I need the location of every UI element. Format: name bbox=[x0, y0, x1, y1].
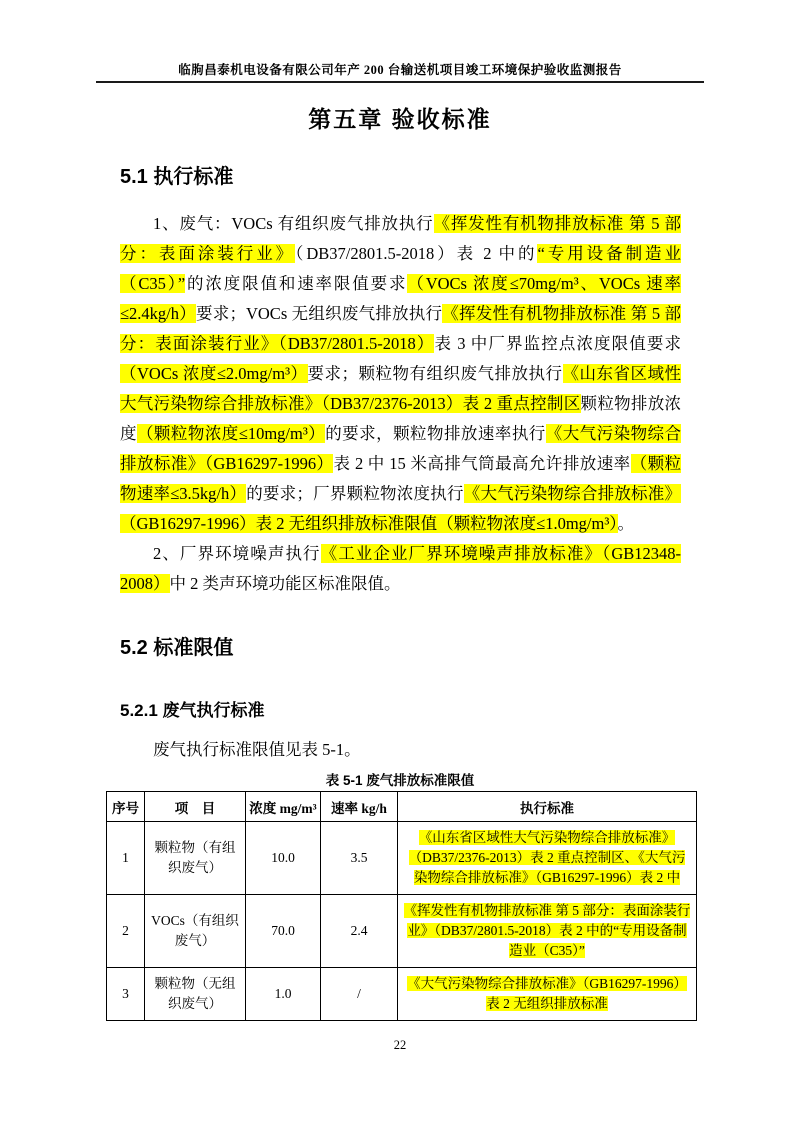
highlighted-text: 《挥发性有机物排放标准 第 5 部分：表面涂装行业》 bbox=[120, 214, 682, 263]
text-segment: 中 2 类声环境功能区标准限值。 bbox=[169, 574, 401, 593]
emission-standards-table bbox=[106, 791, 697, 1021]
cell-no: 2 bbox=[107, 895, 145, 968]
col-header-no: 序号 bbox=[107, 792, 145, 822]
section-5-2-heading: 5.2 标准限值 bbox=[120, 637, 234, 659]
text-segment: 的浓度限值和速率限值要求 bbox=[185, 274, 408, 293]
highlighted-text: “专用设备制造业（C35）” bbox=[120, 244, 682, 293]
cell-concentration: 70.0 bbox=[246, 895, 321, 968]
section-5-2-1-heading: 5.2.1 废气执行标准 bbox=[120, 701, 265, 720]
col-header-item: 项 目 bbox=[145, 792, 246, 822]
table-caption: 表 5-1 废气排放标准限值 bbox=[325, 773, 475, 788]
highlighted-text: （VOCs 浓度≤2.0mg/m³） bbox=[120, 364, 308, 383]
running-header: 临朐昌泰机电设备有限公司年产 200 台输送机项目竣工环境保护验收监测报告 bbox=[178, 63, 622, 77]
cell-item: 颗粒物（无组织废气） bbox=[145, 968, 246, 1021]
highlighted-text: 《山东省区域性大气污染物综合排放标准》（DB37/2376-2013）表 2 重点控制区 bbox=[120, 364, 682, 413]
highlighted-text: 《挥发性有机物排放标准 第 5 部分：表面涂装行业》（DB37/2801.5-2018）表 2 中的“专用设备制造业（C35）” bbox=[403, 903, 691, 958]
paragraph-noise bbox=[120, 539, 681, 599]
highlighted-text: 《工业企业厂界环境噪声排放标准》（GB12348-2008） bbox=[120, 544, 682, 593]
text-segment: 。 bbox=[617, 514, 635, 533]
cell-no: 3 bbox=[107, 968, 145, 1021]
cell-item: 颗粒物（有组织废气） bbox=[145, 822, 246, 895]
cell-standard bbox=[398, 895, 697, 968]
cell-concentration: 10.0 bbox=[246, 822, 321, 895]
text-segment: 的要求；厂界颗粒物浓度执行 bbox=[246, 484, 464, 503]
cell-item: VOCs（有组织废气） bbox=[145, 895, 246, 968]
highlighted-text: 《大气污染物综合排放标准》（GB16297-1996） bbox=[120, 424, 682, 473]
col-header-standard: 执行标准 bbox=[398, 792, 697, 822]
table-row bbox=[107, 895, 697, 968]
header-rule bbox=[96, 81, 704, 83]
col-header-rate: 速率 kg/h bbox=[321, 792, 398, 822]
highlighted-text: 《大气污染物综合排放标准》（GB16297-1996）表 2 无组织排放标准限值（颗粒物浓度≤1.0mg/m³） bbox=[120, 484, 682, 533]
text-segment: （DB37/2801.5-2018）表 2 中的 bbox=[295, 244, 538, 263]
table-intro-text: 废气执行标准限值见表 5-1。 bbox=[153, 740, 361, 759]
text-segment: 1、废气：VOCs 有组织废气排放执行 bbox=[153, 214, 434, 233]
cell-no: 1 bbox=[107, 822, 145, 895]
table-row bbox=[107, 968, 697, 1021]
text-segment: 要求；颗粒物有组织废气排放执行 bbox=[307, 364, 563, 383]
highlighted-text: 《大气污染物综合排放标准》（GB16297-1996）表 2 无组织排放标准 bbox=[407, 976, 687, 1011]
cell-rate: 2.4 bbox=[321, 895, 398, 968]
highlighted-text: （颗粒物浓度≤10mg/m³） bbox=[136, 424, 326, 443]
cell-standard bbox=[398, 968, 697, 1021]
table-row bbox=[107, 822, 697, 895]
text-segment: 表 2 中 15 米高排气筒最高允许排放速率 bbox=[333, 454, 631, 473]
text-segment: 2、厂界环境噪声执行 bbox=[153, 544, 321, 563]
text-segment: 要求；VOCs 无组织废气排放执行 bbox=[196, 304, 443, 323]
text-segment: 颗粒物排放浓度 bbox=[120, 394, 682, 443]
paragraph-waste-gas bbox=[120, 209, 681, 539]
cell-concentration: 1.0 bbox=[246, 968, 321, 1021]
page-number: 22 bbox=[393, 1038, 407, 1052]
cell-rate: 3.5 bbox=[321, 822, 398, 895]
highlighted-text: 《山东省区域性大气污染物综合排放标准》（DB37/2376-2013）表 2 重点控制区、《大气污染物综合排放标准》（GB16297-1996）表 2 中 bbox=[408, 830, 686, 885]
table-header-row bbox=[107, 792, 697, 822]
cell-standard bbox=[398, 822, 697, 895]
highlighted-text: （VOCs 浓度≤70mg/m³、VOCs 速率≤2.4kg/h） bbox=[120, 274, 681, 323]
col-header-concentration: 浓度 mg/m³ bbox=[246, 792, 321, 822]
text-segment: 的要求，颗粒物排放速率执行 bbox=[325, 424, 546, 443]
text-segment: 表 3 中厂界监控点浓度限值要求 bbox=[434, 334, 682, 353]
cell-rate: / bbox=[321, 968, 398, 1021]
highlighted-text: （颗粒物速率≤3.5kg/h） bbox=[120, 454, 682, 503]
section-5-1-heading: 5.1 执行标准 bbox=[120, 166, 234, 188]
highlighted-text: 《挥发性有机物排放标准 第 5 部分：表面涂装行业》（DB37/2801.5-2018） bbox=[120, 304, 682, 353]
chapter-title: 第五章 验收标准 bbox=[308, 106, 492, 132]
